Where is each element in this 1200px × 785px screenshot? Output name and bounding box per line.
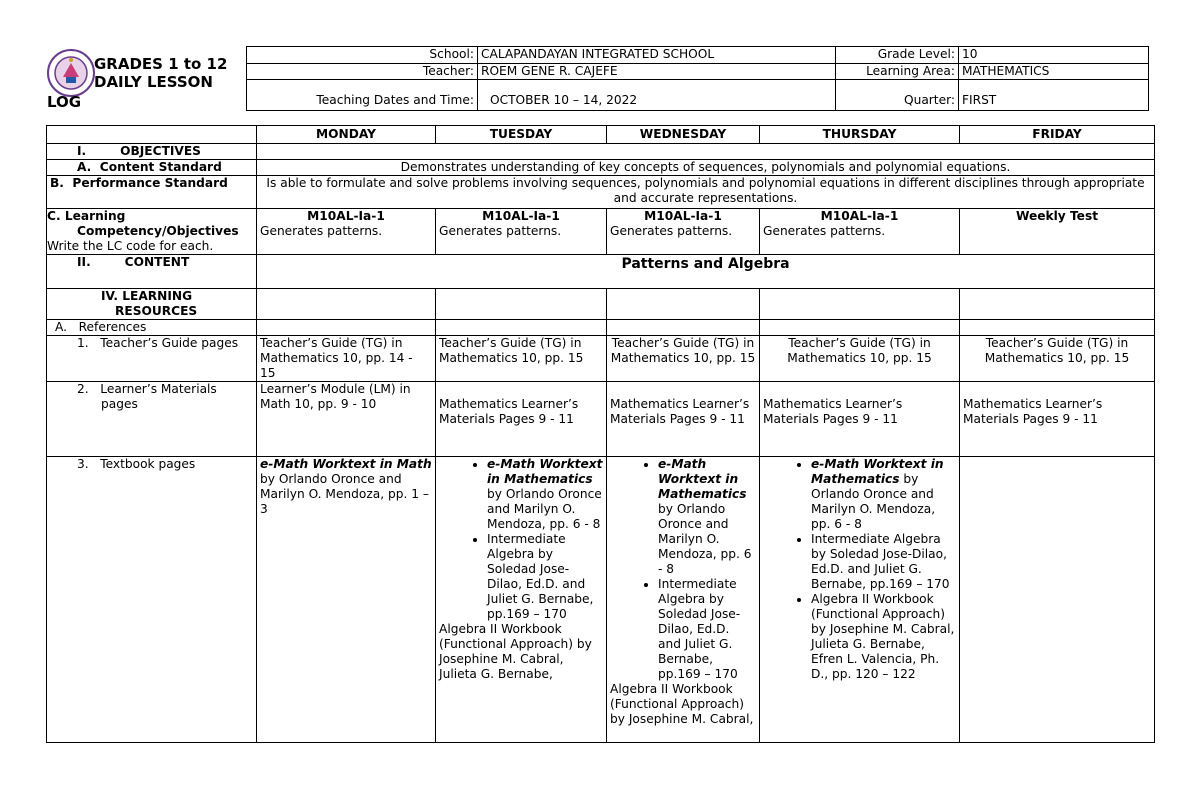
learners-materials-cell: Mathematics Learner’s Materials Pages 9 - 11 — [760, 382, 960, 457]
grade-level-value: 10 — [959, 47, 1149, 64]
textbook-title: e-Math Worktext in Math — [260, 457, 432, 471]
textbook-friday-cell — [960, 457, 1155, 743]
teacher-label: Teacher: — [247, 64, 478, 80]
learners-materials-cell: Mathematics Learner’s Materials Pages 9 - 11 — [960, 382, 1155, 457]
lc-code: M10AL-Ia-1 — [820, 209, 899, 223]
competency-label-2: Competency/Objectives — [77, 224, 239, 238]
day-thursday: THURSDAY — [760, 126, 960, 144]
lc-code: M10AL-Ia-1 — [644, 209, 722, 223]
learners-materials-label-2: pages — [101, 397, 138, 411]
day-wednesday: WEDNESDAY — [607, 126, 760, 144]
textbook-thursday-cell — [760, 457, 960, 743]
learners-materials-cell: Learner’s Module (LM) in Math 10, pp. 9 - 10 — [257, 382, 436, 457]
school-label: School: — [247, 47, 478, 64]
textbook-tuesday-cell — [436, 457, 607, 743]
lesson-log-table — [46, 125, 1155, 743]
teaching-dates-label: Teaching Dates and Time: — [247, 80, 478, 111]
teachers-guide-cell: Teacher’s Guide (TG) in Mathematics 10, pp. 15 — [436, 336, 607, 382]
lc-desc: Generates patterns. — [610, 224, 733, 238]
day-monday: MONDAY — [257, 126, 436, 144]
teachers-guide-cell: Teacher’s Guide (TG) in Mathematics 10, pp. 15 — [960, 336, 1155, 382]
learning-area-value: MATHEMATICS — [959, 64, 1149, 80]
days-header-row — [47, 126, 1155, 144]
competency-label-1: C. Learning — [47, 209, 126, 223]
learners-materials-cell: Mathematics Learner’s Materials Pages 9 - 11 — [607, 382, 760, 457]
teachers-guide-label: 1. Teacher’s Guide pages — [47, 336, 257, 382]
lc-code: M10AL-Ia-1 — [482, 209, 560, 223]
list-item: • Algebra II Workbook (Functional Approach) by Josephine M. Cabral, Julieta G. Bernabe, Efren L. Valencia, Ph. D., pp. 120 – 122 — [811, 592, 956, 682]
lc-desc: Generates patterns. — [260, 224, 383, 238]
performance-standard-text: Is able to formulate and solve problems involving sequences, polynomials and polynomial equations in different disciplines through appropriate and accurate representations. — [257, 176, 1155, 209]
school-value: CALAPANDAYAN INTEGRATED SCHOOL — [478, 47, 836, 64]
lc-code: M10AL-Ia-1 — [307, 209, 385, 223]
objectives-heading: I. OBJECTIVES — [47, 144, 257, 160]
teachers-guide-cell: Teacher’s Guide (TG) in Mathematics 10, pp. 14 - 15 — [257, 336, 436, 382]
list-item: • Intermediate Algebra by Soledad Jose-Dilao, Ed.D. and Juliet G. Bernabe, pp.169 – 170 — [487, 532, 603, 622]
teachers-guide-cell: Teacher’s Guide (TG) in Mathematics 10, pp. 15 — [760, 336, 960, 382]
list-item: • e-Math Worktext in Mathematics by Orlando Oronce and Marilyn O. Mendoza, pp. 6 - 8 — [811, 457, 956, 532]
doc-title-line2: DAILY LESSON — [94, 73, 213, 91]
lc-desc: Generates patterns. — [439, 224, 562, 238]
list-item: • e-Math Worktext in Mathematics by Orlando Oronce and Marilyn O. Mendoza, pp. 6 - 8 — [487, 457, 603, 532]
quarter-value: FIRST — [959, 80, 1149, 111]
learners-materials-cell: Mathematics Learner’s Materials Pages 9 - 11 — [436, 382, 607, 457]
competency-label-3: Write the LC code for each. — [47, 239, 214, 253]
day-tuesday: TUESDAY — [436, 126, 607, 144]
content-heading: II. CONTENT — [47, 255, 257, 289]
textbook-tail: Algebra II Workbook (Functional Approach) by Josephine M. Cabral, — [610, 682, 754, 726]
teacher-value: ROEM GENE R. CAJEFE — [478, 64, 836, 80]
content-standard-text: Demonstrates understanding of key concepts of sequences, polynomials and polynomial equations. — [257, 160, 1155, 176]
textbook-pages-label: 3. Textbook pages — [47, 457, 257, 743]
content-text: Patterns and Algebra — [257, 255, 1155, 289]
textbook-monday-cell — [257, 457, 436, 743]
performance-standard-label: B. Performance Standard — [47, 176, 257, 209]
doc-title-line3: LOG — [47, 93, 82, 111]
lc-desc: Generates patterns. — [763, 224, 886, 238]
lc-code: Weekly Test — [1015, 209, 1099, 223]
textbook-details: by Orlando Oronce and Marilyn O. Mendoza, pp. 1 – 3 — [260, 472, 429, 516]
day-friday: FRIDAY — [960, 126, 1155, 144]
teaching-dates-value: OCTOBER 10 – 14, 2022 — [478, 80, 836, 111]
references-label: A. References — [47, 320, 257, 336]
list-item: • Intermediate Algebra by Soledad Jose-Dilao, Ed.D. and Juliet G. Bernabe, pp.169 – 170 — [658, 577, 756, 682]
grade-level-label: Grade Level: — [836, 47, 959, 64]
textbook-wednesday-cell — [607, 457, 760, 743]
list-item: • Intermediate Algebra by Soledad Jose-Dilao, Ed.D. and Juliet G. Bernabe, pp.169 – 170 — [811, 532, 956, 592]
content-standard-label: A. Content Standard — [47, 160, 257, 176]
textbook-tail: Algebra II Workbook (Functional Approach) by Josephine M. Cabral, Julieta G. Bernabe, — [439, 622, 592, 681]
doc-title-line1: GRADES 1 to 12 — [94, 55, 228, 73]
teachers-guide-cell: Teacher’s Guide (TG) in Mathematics 10, pp. 15 — [607, 336, 760, 382]
list-item: • e-Math Worktext in Mathematics by Orlando Oronce and Marilyn O. Mendoza, pp. 6 - 8 — [658, 457, 756, 577]
learners-materials-label-1: 2. Learner’s Materials — [77, 382, 217, 396]
header-table — [246, 46, 1149, 111]
deped-seal-logo — [46, 48, 96, 98]
learning-area-label: Learning Area: — [836, 64, 959, 80]
quarter-label: Quarter: — [836, 80, 959, 111]
learning-resources-heading: IV. LEARNING RESOURCES — [47, 289, 257, 320]
